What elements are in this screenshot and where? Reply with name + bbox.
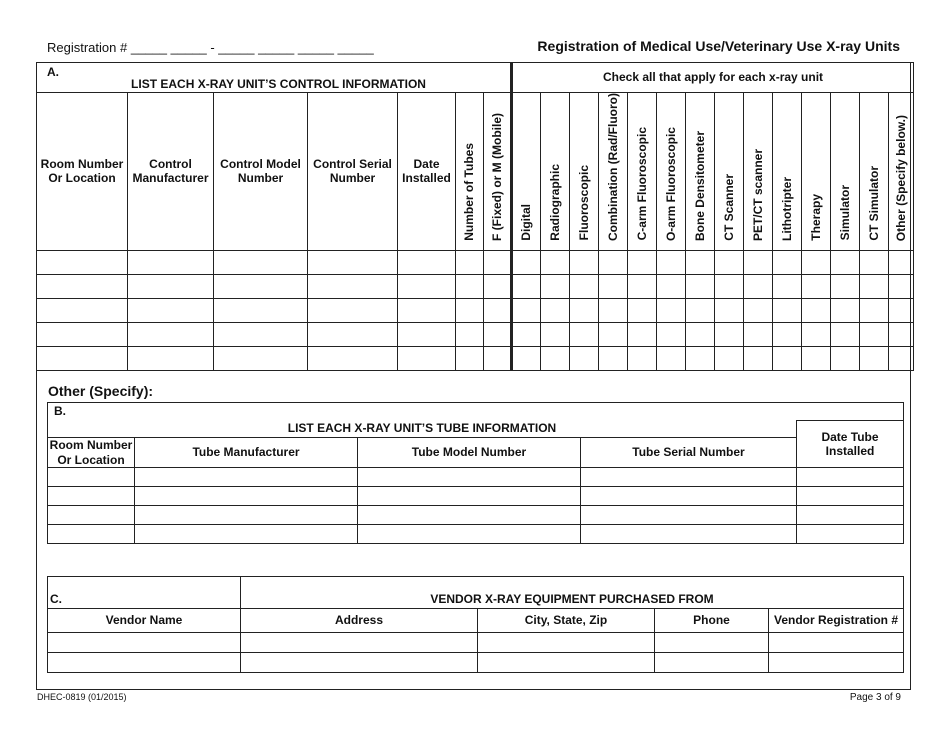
input-cell[interactable] [744,323,773,347]
table-row [37,347,914,371]
registration-label: Registration # [47,40,128,55]
input-cell[interactable] [484,275,512,299]
vendor-table [47,576,904,673]
col-ct-scanner: CT Scanner [715,92,744,250]
input-cell[interactable] [37,323,128,347]
col-therapy: Therapy [802,92,831,250]
col-pet-ct-scanner: PET/CT scanner [744,92,773,250]
input-cell[interactable] [686,323,715,347]
input-cell[interactable] [802,251,831,275]
input-cell[interactable] [214,299,308,323]
input-cell[interactable] [655,653,769,673]
input-cell[interactable] [655,633,769,653]
input-cell[interactable] [128,275,214,299]
input-cell[interactable] [308,347,398,371]
input-cell[interactable] [358,506,581,525]
col-date-tube-installed: Date Tube Installed [797,421,904,468]
input-cell[interactable] [744,347,773,371]
input-cell[interactable] [484,299,512,323]
input-cell[interactable] [744,299,773,323]
col-radiographic: Radiographic [541,92,570,250]
input-cell[interactable] [599,299,628,323]
input-cell[interactable] [398,251,456,275]
input-cell[interactable] [541,347,570,371]
section-b-title: LIST EACH X-RAY UNIT’S TUBE INFORMATION [48,421,797,438]
input-cell[interactable] [214,275,308,299]
input-cell[interactable] [358,525,581,544]
col-vendor-address: Address [241,609,478,633]
col-lithotripter: Lithotripter [773,92,802,250]
input-cell[interactable] [541,275,570,299]
input-cell[interactable] [773,251,802,275]
input-cell[interactable] [773,347,802,371]
input-cell[interactable] [308,323,398,347]
input-cell[interactable] [37,251,128,275]
input-cell[interactable] [135,525,358,544]
input-cell[interactable] [860,347,889,371]
page-title: Registration of Medical Use/Veterinary Use X-ray Units [537,38,900,54]
input-cell[interactable] [599,323,628,347]
input-cell[interactable] [860,275,889,299]
input-cell[interactable] [456,323,484,347]
col-c-arm: C-arm Fluoroscopic [628,92,657,250]
table-row [48,525,904,544]
input-cell[interactable] [48,633,241,653]
input-cell[interactable] [889,323,914,347]
check-all-title: Check all that apply for each x-ray unit [512,63,914,93]
input-cell[interactable] [128,251,214,275]
input-cell[interactable] [599,251,628,275]
registration-number-field[interactable] [47,40,374,55]
table-row [48,653,904,673]
input-cell[interactable] [358,487,581,506]
input-cell[interactable] [512,251,541,275]
input-cell[interactable] [889,347,914,371]
input-cell[interactable] [831,275,860,299]
input-cell[interactable] [570,299,599,323]
input-cell[interactable] [744,251,773,275]
input-cell[interactable] [581,506,797,525]
input-cell[interactable] [456,275,484,299]
input-cell[interactable] [802,323,831,347]
input-cell[interactable] [512,347,541,371]
col-bone-densitometer: Bone Densitometer [686,92,715,250]
input-cell[interactable] [686,299,715,323]
input-cell[interactable] [889,299,914,323]
input-cell[interactable] [541,251,570,275]
input-cell[interactable] [484,251,512,275]
input-cell[interactable] [628,299,657,323]
table-row [48,633,904,653]
input-cell[interactable] [241,653,478,673]
input-cell[interactable] [715,299,744,323]
input-cell[interactable] [628,323,657,347]
input-cell[interactable] [773,299,802,323]
table-row [48,468,904,487]
input-cell[interactable] [797,487,904,506]
input-cell[interactable] [214,323,308,347]
col-control-manufacturer: Control Manufacturer [128,92,214,250]
input-cell[interactable] [37,347,128,371]
table-row [37,251,914,275]
input-cell[interactable] [715,275,744,299]
col-digital: Digital [512,92,541,250]
input-cell[interactable] [769,633,904,653]
input-cell[interactable] [797,468,904,487]
control-info-table [36,62,914,371]
input-cell[interactable] [241,633,478,653]
input-cell[interactable] [128,299,214,323]
col-number-of-tubes: Number of Tubes [456,92,484,250]
input-cell[interactable] [135,468,358,487]
col-other-specify: Other (Specify below.) [889,92,914,250]
col-control-model: Control Model Number [214,92,308,250]
input-cell[interactable] [37,299,128,323]
input-cell[interactable] [773,323,802,347]
other-specify-label: Other (Specify): [48,383,154,399]
input-cell[interactable] [456,347,484,371]
input-cell[interactable] [398,323,456,347]
input-cell[interactable] [831,323,860,347]
input-cell[interactable] [570,275,599,299]
input-cell[interactable] [802,299,831,323]
input-cell[interactable] [860,323,889,347]
input-cell[interactable] [570,347,599,371]
input-cell[interactable] [769,653,904,673]
input-cell[interactable] [715,323,744,347]
col-tube-manufacturer: Tube Manufacturer [135,438,358,468]
input-cell[interactable] [715,251,744,275]
input-cell[interactable] [308,251,398,275]
input-cell[interactable] [599,347,628,371]
input-cell[interactable] [831,251,860,275]
input-cell[interactable] [657,299,686,323]
input-cell[interactable] [541,323,570,347]
input-cell[interactable] [628,275,657,299]
section-a-header [37,63,512,93]
form-id: DHEC-0819 (01/2015) [37,692,127,702]
input-cell[interactable] [744,275,773,299]
input-cell[interactable] [541,299,570,323]
input-cell[interactable] [214,251,308,275]
input-cell[interactable] [581,487,797,506]
input-cell[interactable] [657,275,686,299]
col-vendor-name: Vendor Name [48,609,241,633]
input-cell[interactable] [48,506,135,525]
input-cell[interactable] [657,347,686,371]
input-cell[interactable] [802,347,831,371]
table-row [48,487,904,506]
input-cell[interactable] [358,468,581,487]
col-fluoroscopic: Fluoroscopic [570,92,599,250]
section-a-label: A. [47,65,59,79]
input-cell[interactable] [831,347,860,371]
col-tube-room-number: Room Number Or Location [48,438,135,468]
input-cell[interactable] [308,275,398,299]
input-cell[interactable] [128,323,214,347]
input-cell[interactable] [715,347,744,371]
table-row [48,506,904,525]
input-cell[interactable] [686,275,715,299]
col-tube-model: Tube Model Number [358,438,581,468]
input-cell[interactable] [456,251,484,275]
table-row [37,323,914,347]
col-vendor-city: City, State, Zip [478,609,655,633]
input-cell[interactable] [398,347,456,371]
input-cell[interactable] [802,275,831,299]
col-date-installed: Date Installed [398,92,456,250]
input-cell[interactable] [512,275,541,299]
input-cell[interactable] [581,468,797,487]
col-combination: Combination (Rad/Fluoro) [599,92,628,250]
input-cell[interactable] [37,275,128,299]
input-cell[interactable] [48,525,135,544]
input-cell[interactable] [308,299,398,323]
tube-info-table [47,402,904,544]
section-b-label: B. [48,403,904,421]
input-cell[interactable] [686,347,715,371]
input-cell[interactable] [570,251,599,275]
input-cell[interactable] [48,487,135,506]
section-c-title: VENDOR X-RAY EQUIPMENT PURCHASED FROM [241,577,904,609]
col-control-serial: Control Serial Number [308,92,398,250]
input-cell[interactable] [657,323,686,347]
col-ct-simulator: CT Simulator [860,92,889,250]
input-cell[interactable] [797,525,904,544]
input-cell[interactable] [512,299,541,323]
col-vendor-registration: Vendor Registration # [769,609,904,633]
input-cell[interactable] [889,251,914,275]
input-cell[interactable] [484,323,512,347]
input-cell[interactable] [456,299,484,323]
input-cell[interactable] [628,347,657,371]
input-cell[interactable] [48,653,241,673]
input-cell[interactable] [797,506,904,525]
input-cell[interactable] [657,251,686,275]
section-a-title: LIST EACH X-RAY UNIT’S CONTROL INFORMATION [131,77,426,92]
table-row [37,299,914,323]
input-cell[interactable] [628,251,657,275]
page-number: Page 3 of 9 [849,692,901,703]
col-room-number: Room Number Or Location [37,92,128,250]
input-cell[interactable] [860,251,889,275]
input-cell[interactable] [512,323,541,347]
input-cell[interactable] [398,299,456,323]
input-cell[interactable] [686,251,715,275]
section-c-label: C. [48,577,241,609]
input-cell[interactable] [570,323,599,347]
input-cell[interactable] [581,525,797,544]
input-cell[interactable] [128,347,214,371]
input-cell[interactable] [135,506,358,525]
input-cell[interactable] [773,275,802,299]
input-cell[interactable] [599,275,628,299]
table-row [37,275,914,299]
input-cell[interactable] [478,633,655,653]
input-cell[interactable] [135,487,358,506]
col-tube-serial: Tube Serial Number [581,438,797,468]
col-fixed-or-mobile: F (Fixed) or M (Mobile) [484,92,512,250]
col-vendor-phone: Phone [655,609,769,633]
col-simulator: Simulator [831,92,860,250]
registration-blanks[interactable]: _____ _____ - _____ _____ _____ _____ [130,40,374,55]
input-cell[interactable] [889,275,914,299]
input-cell[interactable] [214,347,308,371]
input-cell[interactable] [478,653,655,673]
input-cell[interactable] [484,347,512,371]
input-cell[interactable] [398,275,456,299]
col-o-arm: O-arm Fluoroscopic [657,92,686,250]
input-cell[interactable] [48,468,135,487]
input-cell[interactable] [831,299,860,323]
input-cell[interactable] [860,299,889,323]
